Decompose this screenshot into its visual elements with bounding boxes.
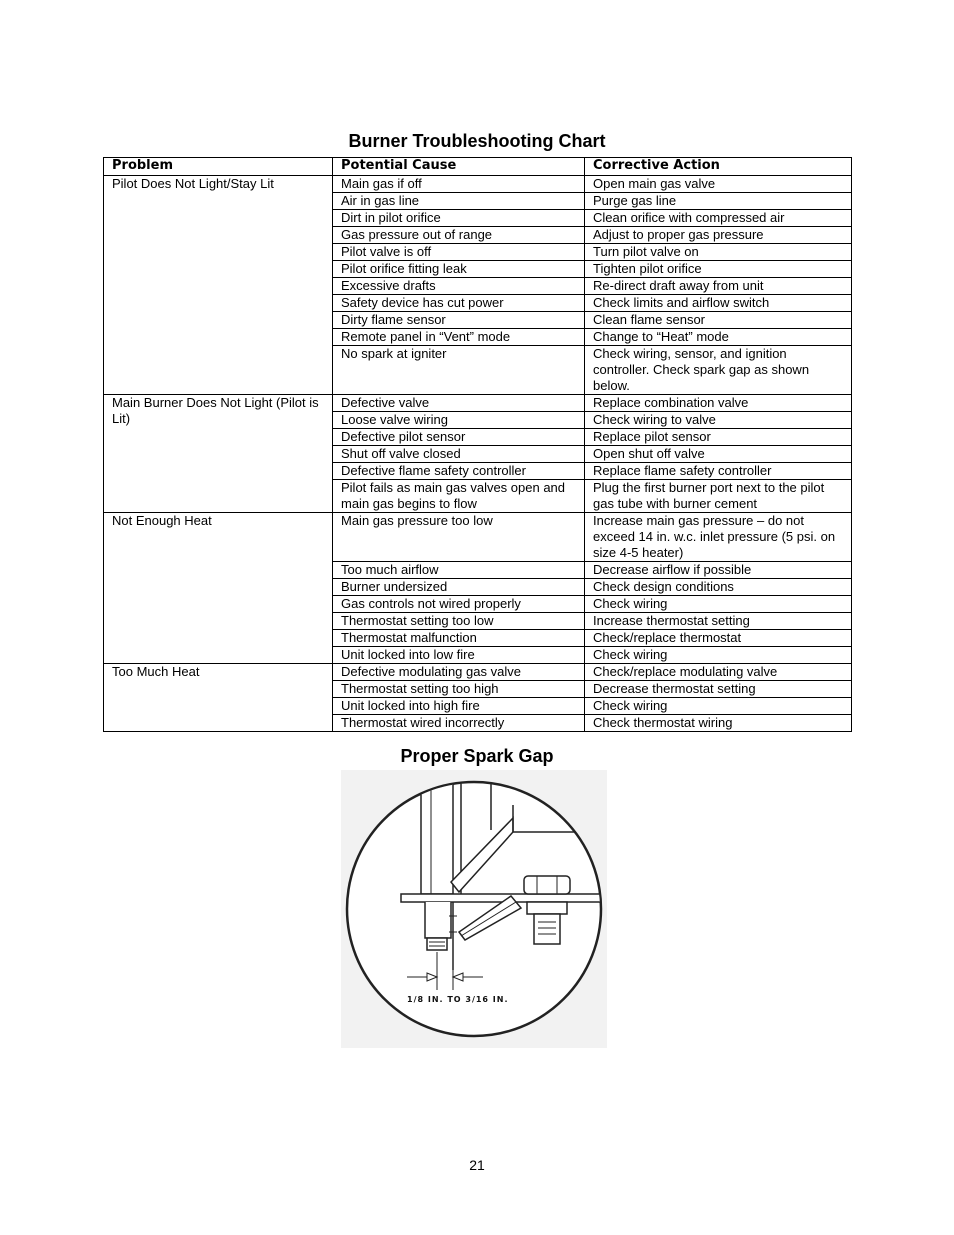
action-cell: Open shut off valve <box>585 446 852 463</box>
action-cell: Purge gas line <box>585 193 852 210</box>
cause-cell: Unit locked into high fire <box>333 698 585 715</box>
action-cell: Clean orifice with compressed air <box>585 210 852 227</box>
action-cell: Check wiring, sensor, and ignition controller. Check spark gap as shown below. <box>585 346 852 395</box>
cause-cell: Gas pressure out of range <box>333 227 585 244</box>
table-row <box>104 513 852 562</box>
action-cell: Re-direct draft away from unit <box>585 278 852 295</box>
action-cell: Check design conditions <box>585 579 852 596</box>
cause-cell: Thermostat wired incorrectly <box>333 715 585 732</box>
action-cell: Check wiring to valve <box>585 412 852 429</box>
table-row <box>104 176 852 193</box>
cause-cell: Excessive drafts <box>333 278 585 295</box>
action-cell: Check/replace thermostat <box>585 630 852 647</box>
table-header-row <box>104 158 852 176</box>
cause-cell: Air in gas line <box>333 193 585 210</box>
cause-cell: Main gas if off <box>333 176 585 193</box>
action-cell: Clean flame sensor <box>585 312 852 329</box>
cause-cell: Defective pilot sensor <box>333 429 585 446</box>
cause-cell: Too much airflow <box>333 562 585 579</box>
header-corrective-action: Corrective Action <box>585 158 852 176</box>
cause-cell: Remote panel in “Vent” mode <box>333 329 585 346</box>
table-row <box>104 395 852 412</box>
cause-cell: Defective flame safety controller <box>333 463 585 480</box>
cause-cell: Main gas pressure too low <box>333 513 585 562</box>
problem-cell: Main Burner Does Not Light (Pilot is Lit) <box>104 395 333 513</box>
action-cell: Replace pilot sensor <box>585 429 852 446</box>
cause-cell: Defective modulating gas valve <box>333 664 585 681</box>
spark-gap-title: Proper Spark Gap <box>400 746 554 766</box>
action-cell: Turn pilot valve on <box>585 244 852 261</box>
chart-title: Burner Troubleshooting Chart <box>348 131 606 151</box>
action-cell: Replace flame safety controller <box>585 463 852 480</box>
action-cell: Check/replace modulating valve <box>585 664 852 681</box>
action-cell: Increase thermostat setting <box>585 613 852 630</box>
cause-cell: Loose valve wiring <box>333 412 585 429</box>
troubleshooting-table <box>103 157 852 732</box>
spark-gap-diagram <box>341 770 607 1048</box>
page-number: 21 <box>469 1157 485 1173</box>
gap-dimension-label: 1/8 IN. TO 3/16 IN. <box>407 995 509 1004</box>
cause-cell: Thermostat malfunction <box>333 630 585 647</box>
action-cell: Plug the first burner port next to the pilot gas tube with burner cement <box>585 480 852 513</box>
cause-cell: Shut off valve closed <box>333 446 585 463</box>
action-cell: Decrease thermostat setting <box>585 681 852 698</box>
cause-cell: Dirt in pilot orifice <box>333 210 585 227</box>
cause-cell: Safety device has cut power <box>333 295 585 312</box>
cause-cell: Burner undersized <box>333 579 585 596</box>
action-cell: Check thermostat wiring <box>585 715 852 732</box>
action-cell: Check wiring <box>585 596 852 613</box>
cause-cell: Pilot valve is off <box>333 244 585 261</box>
action-cell: Adjust to proper gas pressure <box>585 227 852 244</box>
action-cell: Tighten pilot orifice <box>585 261 852 278</box>
problem-cell: Not Enough Heat <box>104 513 333 664</box>
header-problem: Problem <box>104 158 333 176</box>
pilot-hood <box>425 902 451 938</box>
nut <box>524 876 570 894</box>
cause-cell: Gas controls not wired properly <box>333 596 585 613</box>
action-cell: Check wiring <box>585 698 852 715</box>
cause-cell: Thermostat setting too high <box>333 681 585 698</box>
action-cell: Increase main gas pressure – do not exceed 14 in. w.c. inlet pressure (5 psi. on size 4-5 heater) <box>585 513 852 562</box>
cause-cell: No spark at igniter <box>333 346 585 395</box>
cause-cell: Pilot fails as main gas valves open and main gas begins to flow <box>333 480 585 513</box>
action-cell: Decrease airflow if possible <box>585 562 852 579</box>
threaded-stud <box>534 914 560 944</box>
header-potential-cause: Potential Cause <box>333 158 585 176</box>
table-body <box>104 176 852 732</box>
cause-cell: Pilot orifice fitting leak <box>333 261 585 278</box>
action-cell: Check limits and airflow switch <box>585 295 852 312</box>
problem-cell: Pilot Does Not Light/Stay Lit <box>104 176 333 395</box>
action-cell: Replace combination valve <box>585 395 852 412</box>
cause-cell: Thermostat setting too low <box>333 613 585 630</box>
problem-cell: Too Much Heat <box>104 664 333 732</box>
cause-cell: Defective valve <box>333 395 585 412</box>
action-cell: Change to “Heat” mode <box>585 329 852 346</box>
cause-cell: Unit locked into low fire <box>333 647 585 664</box>
table-row <box>104 664 852 681</box>
action-cell: Check wiring <box>585 647 852 664</box>
cause-cell: Dirty flame sensor <box>333 312 585 329</box>
action-cell: Open main gas valve <box>585 176 852 193</box>
